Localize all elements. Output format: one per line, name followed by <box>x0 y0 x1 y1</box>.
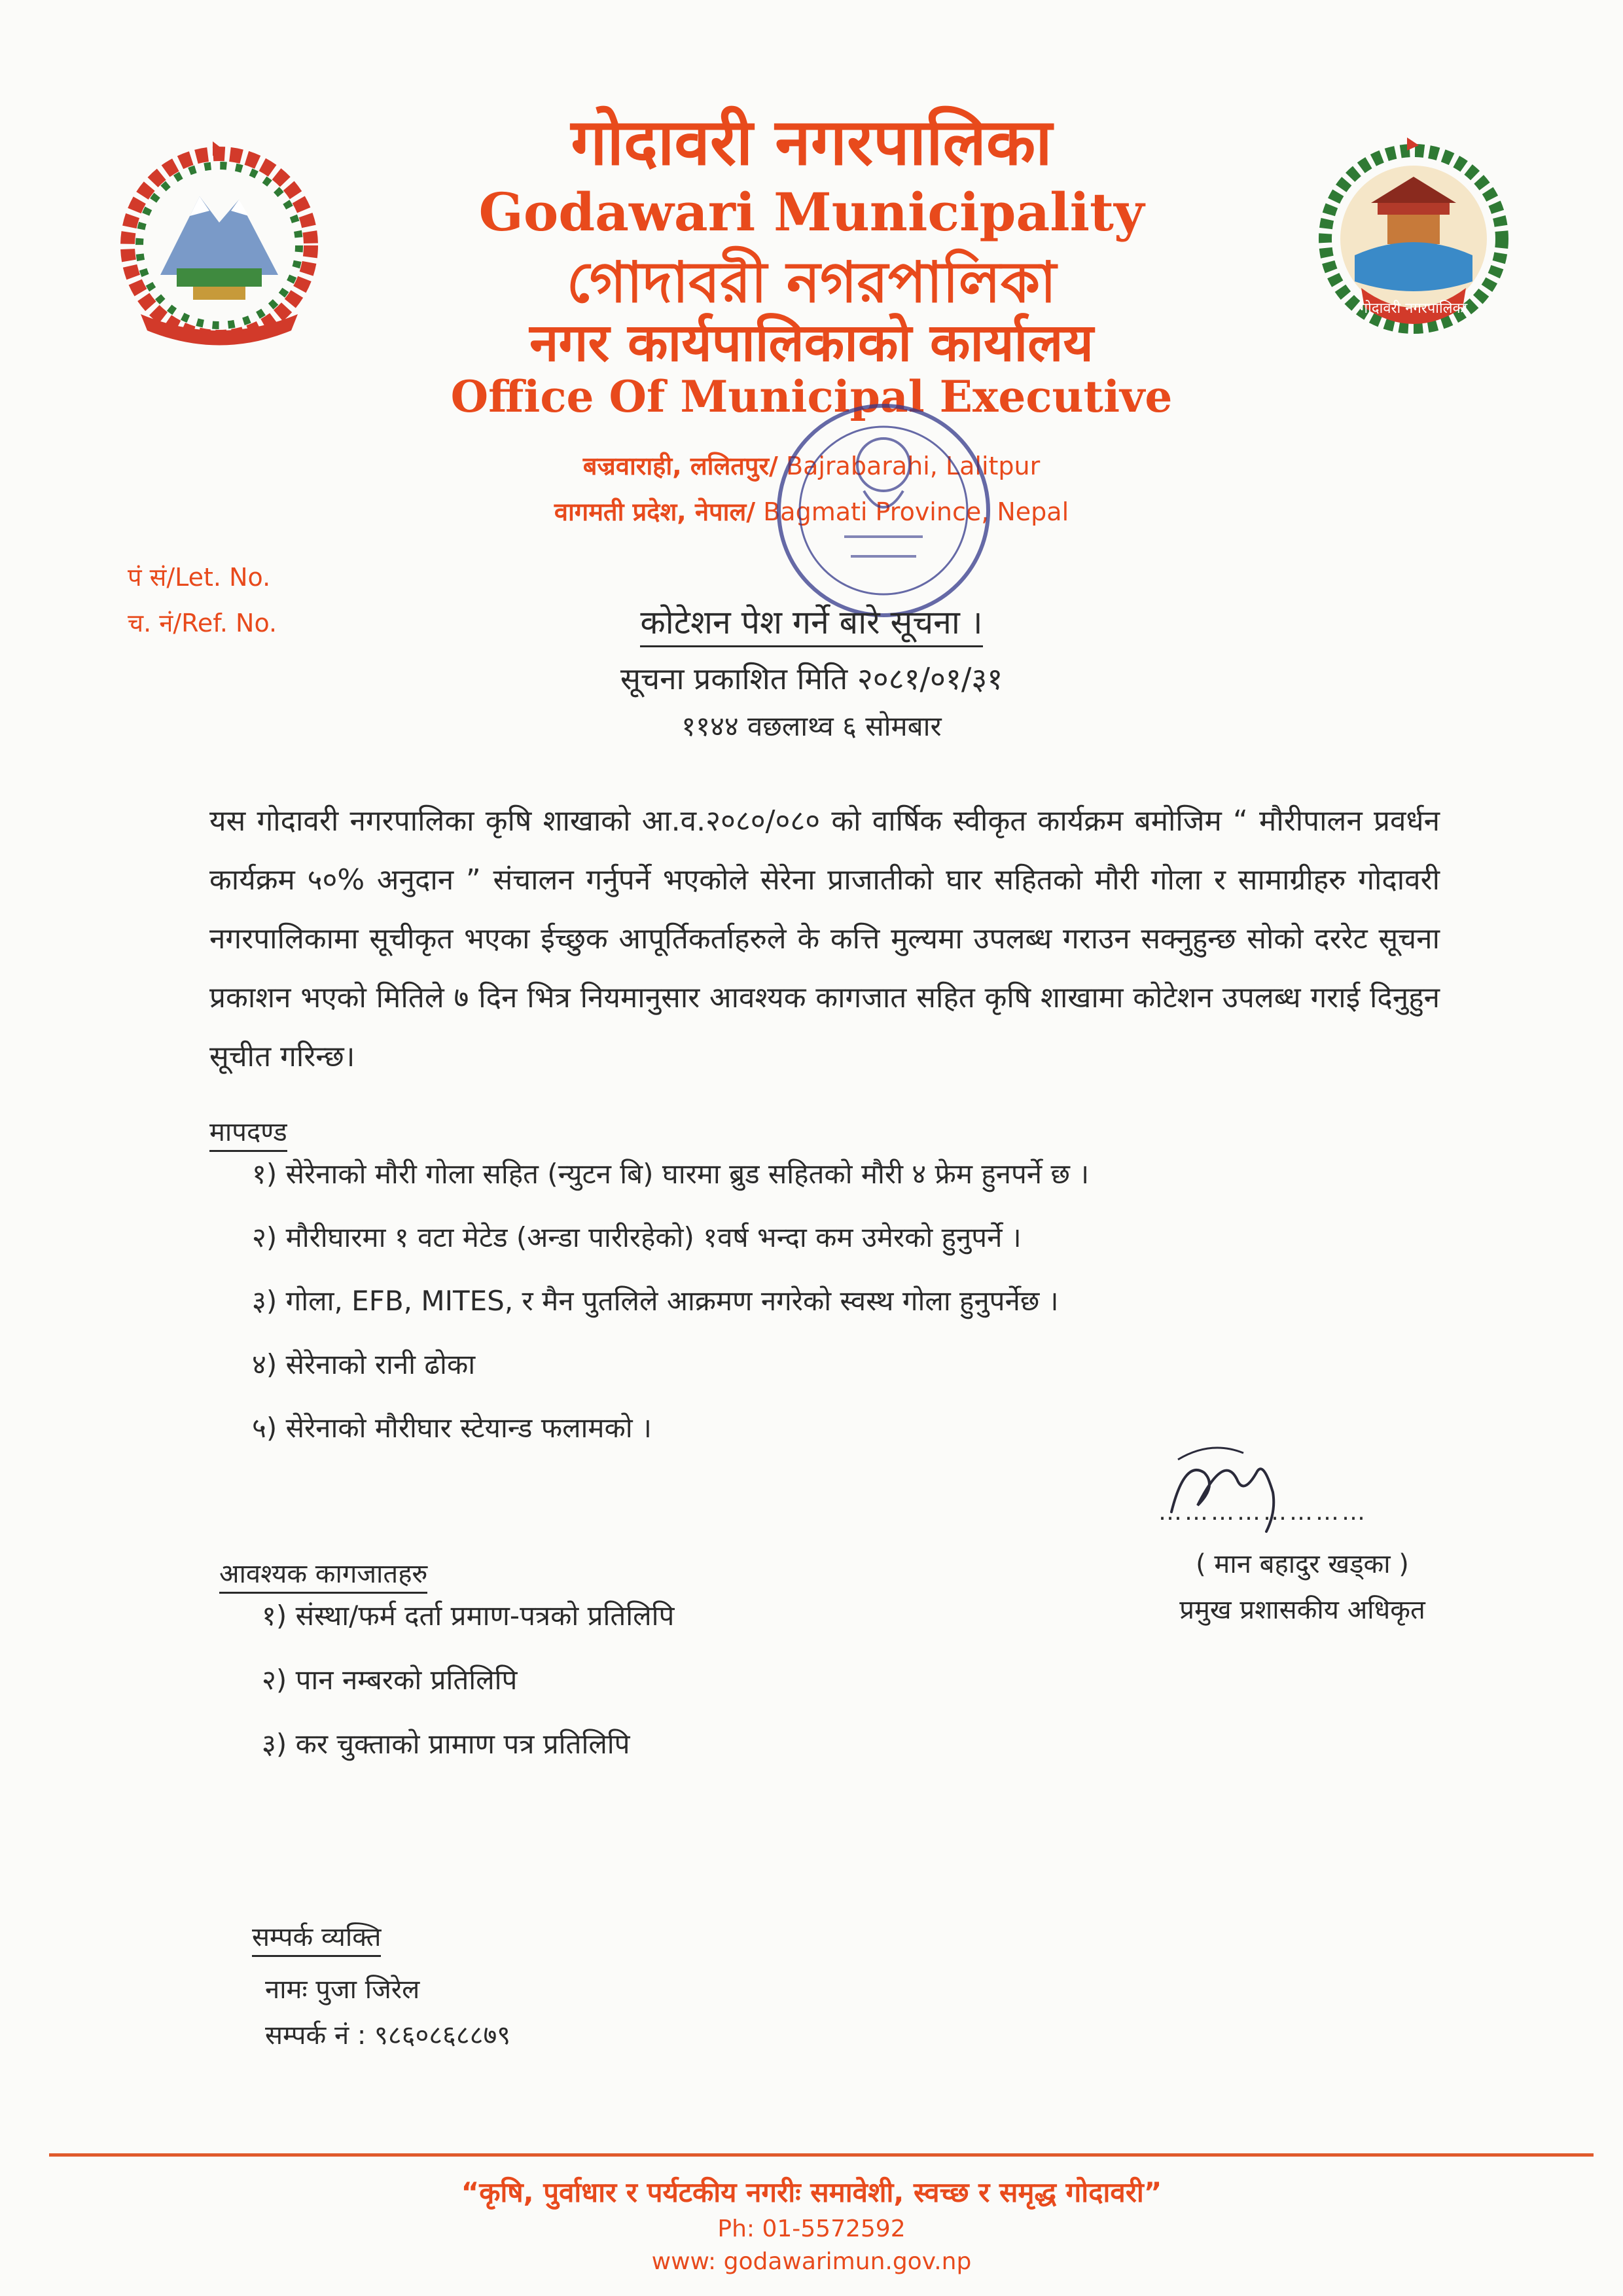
address-line-1-english: Bajrabarahi, Lalitpur <box>786 452 1041 480</box>
right-emblem-label: गोदावरी नगरपालिका <box>1359 300 1468 317</box>
address-line-2-english: Bagmati Province, Nepal <box>763 497 1069 526</box>
municipality-name-nepali: गोदावरी नगरपालिका <box>571 105 1052 180</box>
municipality-name-english: Godawari Municipality <box>478 181 1145 243</box>
notice-body-paragraph: यस गोदावरी नगरपालिका कृषि शाखाको आ.व.२०८०/०८० को वार्षिक स्वीकृत कार्यक्रम बमोजिम “ मौरीपालन प्रवर्धन कार्यक्रम ५०% अनुदान ” संचालन गर्नुपर्ने भएकोले सेरेना प्राजातीको घार सहितको मौरी गोला र सामाग्रीहरु गोदावरी नगरपालिकामा सूचीकृत भएका ईच्छुक आपूर्तिकर्ताहरुले के कत्ति मुल्यमा उपलब्ध गराउन सक्नुहुन्छ सोको दररेट सूचना प्रकाशन भएको मितिले ७ दिन भित्र नियमानुसार आवश्यक कागजात सहित कृषि शाखामा कोटेशन उपलब्ध गराई दिनुहुन सूचीत गरिन्छ। <box>209 804 1440 1073</box>
footer-divider <box>49 2153 1594 2157</box>
contact-phone: सम्पर्क नं : ९८६०८६८८७९ <box>265 2020 511 2051</box>
office-name-english: Office Of Municipal Executive <box>450 371 1173 422</box>
criteria-item: ३) गोला, EFB, MITES, र मैन पुतलिले आक्रमण नगरेको स्वस्थ गोला हुनुपर्नेछ । <box>252 1285 1059 1317</box>
footer-slogan: “कृषि, पुर्वाधार र पर्यटकीय नगरीः समावेशी, स्वच्छ र समृद्ध गोदावरी” <box>461 2176 1162 2208</box>
reference-number-label: च. नं/Ref. No. <box>128 609 277 637</box>
criteria-list <box>252 1142 1430 1460</box>
notice-title <box>393 599 1230 643</box>
notice-date-nepal-sambat: ११४४ वछलाथ्व ६ सोमबार <box>681 710 942 742</box>
office-stamp-icon <box>766 393 1001 628</box>
letter-number-label: पं सं/Let. No. <box>128 563 271 592</box>
signatory-name: ( मान बहादुर खड्का ) <box>1196 1549 1409 1579</box>
criteria-item: ४) सेरेनाको रानी ढोका <box>252 1348 476 1380</box>
document-item: २) पान नम्बरको प्रतिलिपि <box>262 1664 518 1696</box>
criteria-item: २) मौरीघारमा १ वटा मेटेड (अन्डा पारीरहेको) १वर्ष भन्दा कम उमेरको हुनुपर्ने । <box>252 1221 1022 1253</box>
footer-phone: Ph: 01-5572592 <box>717 2215 906 2242</box>
address-line-1-nepali: बज्रवाराही, ललितपुर/ <box>582 452 778 480</box>
document-item: ३) कर चुक्ताको प्रामाण पत्र प्रतिलिपि <box>262 1728 630 1760</box>
signature-line: …………………… <box>1158 1499 1368 1526</box>
address-line-2-nepali: वागमती प्रदेश, नेपाल/ <box>554 497 756 526</box>
municipality-name-nepal-bhasa: গোদাবরী নগরপালিকা <box>566 250 1057 315</box>
office-name-nepali: नगर कार्यपालिकाको कार्यालय <box>529 312 1094 373</box>
footer-website: www: godawarimun.gov.np <box>651 2248 972 2275</box>
contact-heading <box>252 1918 381 1954</box>
notice-published-date: सूचना प्रकाशित मिति २०८१/०१/३१ <box>620 661 1003 696</box>
criteria-item: ५) सेरेनाको मौरीघार स्टेयान्ड फलामको । <box>252 1412 652 1444</box>
contact-name: नामः पुजा जिरेल <box>265 1975 420 2005</box>
contact-heading-text: सम्पर्क व्यक्ति <box>252 1922 381 1957</box>
criteria-heading-text: मापदण्ड <box>209 1117 287 1152</box>
notice-title-text: कोटेशन पेश गर्ने बारे सूचना । <box>640 603 982 647</box>
document-item: १) संस्था/फर्म दर्ता प्रमाण-पत्रको प्रतिलिपि <box>262 1600 675 1632</box>
documents-list <box>262 1584 674 1776</box>
nepal-emblem-icon <box>115 137 324 347</box>
documents-heading-text: आवश्यक कागजातहरु <box>219 1559 427 1594</box>
signatory-title: प्रमुख प्रशासकीय अधिकृत <box>1179 1595 1425 1625</box>
criteria-item: १) सेरेनाको मौरी गोला सहित (न्युटन बि) घारमा ब्रुड सहितको मौरी ४ फ्रेम हुनपर्ने छ । <box>252 1158 1090 1190</box>
